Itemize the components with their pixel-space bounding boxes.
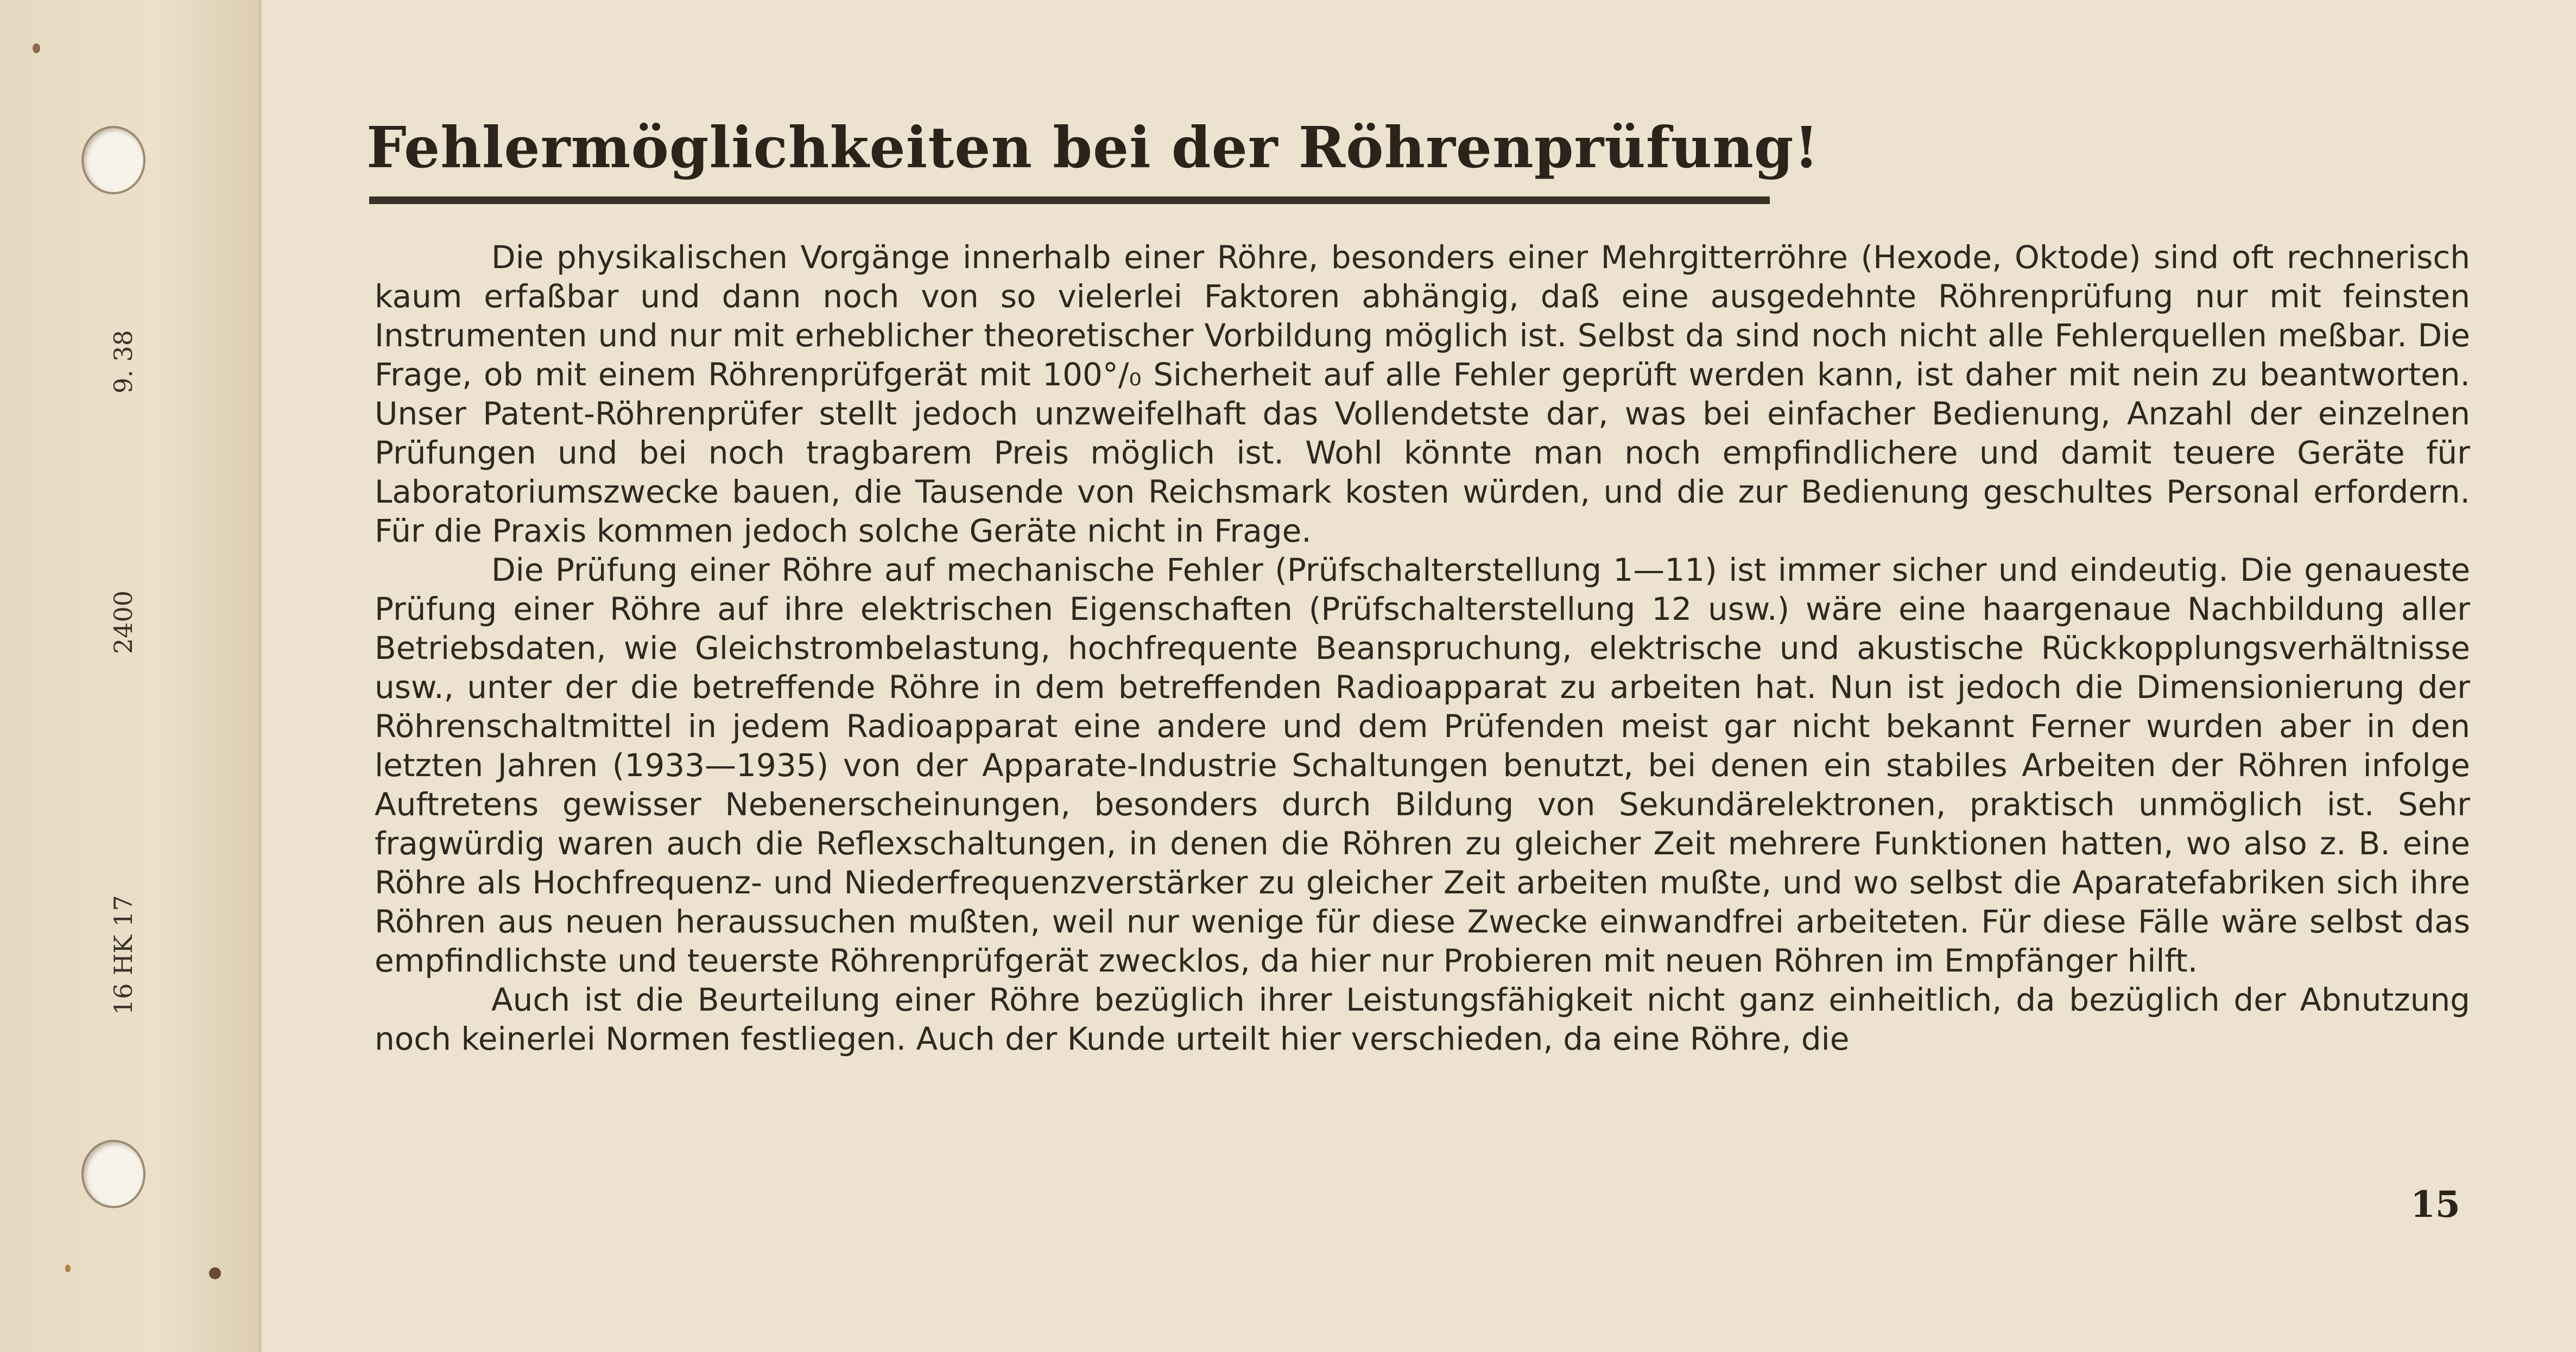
margin-print-date: 9. 38: [109, 329, 138, 393]
paragraph: Die physikalischen Vorgänge innerhalb einer Röhre, besonders einer Mehrgitterröhre (Hexode, Oktode) sind oft rechnerisch kaum erfaßbar und dann noch von so vielerlei Faktoren abhängig, daß eine ausgedehnte Röhrenprüfung nur mit feinsten Instrumenten und nur mit erheblicher theoretischer Vorbildung möglich ist. Selbst da sind noch nicht alle Fehlerquellen meßbar. Die Frage, ob mit einem Röhrenprüfgerät mit 100°/₀ Sicherheit auf alle Fehler geprüft werden kann, ist daher mit nein zu beantworten. Unser Patent-Röhrenprüfer stellt jedoch unzweifelhaft das Vollendetste dar, was bei einfacher Bedienung, Anzahl der einzelnen Prüfungen und bei noch tragbarem Preis möglich ist. Wohl könnte man noch empfindlichere und damit teuere Geräte für Laboratoriumszwecke bauen, die Tausende von Reichsmark kosten würden, und die zur Bedienung geschultes Personal erfordern. Für die Praxis kommen jedoch solche Geräte nicht in Frage.: [375, 239, 2470, 549]
fold-line: [260, 0, 263, 1352]
page-heading: Fehlermöglichkeiten bei der Röhrenprüfung!: [366, 114, 1820, 181]
margin-print-code: [109, 982, 138, 1015]
punch-hole-top: [81, 126, 145, 194]
paragraph: Auch ist die Beurteilung einer Röhre bezüglich ihrer Leistungsfähigkeit nicht ganz einheitlich, da bezüglich der Abnutzung noch keinerlei Normen festliegen. Auch der Kunde urteilt hier verschieden, da eine Röhre, die: [375, 981, 2470, 1057]
page-number: 15: [2410, 1183, 2460, 1226]
punch-hole-bottom: [81, 1140, 145, 1208]
body-text: [375, 238, 2470, 1058]
heading-underline: [369, 196, 1770, 204]
paragraph: Die Prüfung einer Röhre auf mechanische Fehler (Prüfschalterstellung 1—11) ist immer sicher und eindeutig. Die genaueste Prüfung einer Röhre auf ihre elektrischen Eigenschaften (Prüfschalterstellung 12 usw.) wäre eine haargenaue Nachbildung aller Betriebsdaten, wie Gleichstrombelastung, hochfrequente Beanspruchung, elektrische und akustische Rückkopplungsverhältnisse usw., unter der die betreffende Röhre in dem betreffenden Radioapparat zu arbeiten hat. Nun ist jedoch die Dimensionierung der Röhrenschaltmittel in jedem Radioapparat eine andere und dem Prüfenden meist gar nicht bekannt Ferner wurden aber in den letzten Jahren (1933—1935) von der Apparate-Industrie Schaltungen benutzt, bei denen ein stabiles Arbeiten der Röhren infolge Auftretens gewisser Nebenerscheinungen, besonders durch Bildung von Sekundärelektronen, praktisch unmöglich ist. Sehr fragwürdig waren auch die Reflexschaltungen, in denen die Röhren zu gleicher Zeit mehrere Funktionen hatten, wo also z. B. eine Röhre als Hochfrequenz- und Niederfrequenzverstärker zu gleicher Zeit arbeiten mußte, und wo selbst die Aparatefabriken sich ihre Röhren aus neuen heraussuchen mußten, weil nur wenige für diese Zwecke einwandfrei arbeiteten. Für diese Fälle wäre selbst das empfindlichste und teuerste Röhrenprüfgerät zwecklos, da hier nur Probieren mit neuen Röhren im Empfänger hilft.: [375, 551, 2470, 979]
paper-speck: [33, 43, 40, 53]
paper-speck: [209, 1267, 221, 1279]
margin-print-quantity: 2400: [109, 590, 138, 654]
paper-speck: [65, 1265, 71, 1272]
